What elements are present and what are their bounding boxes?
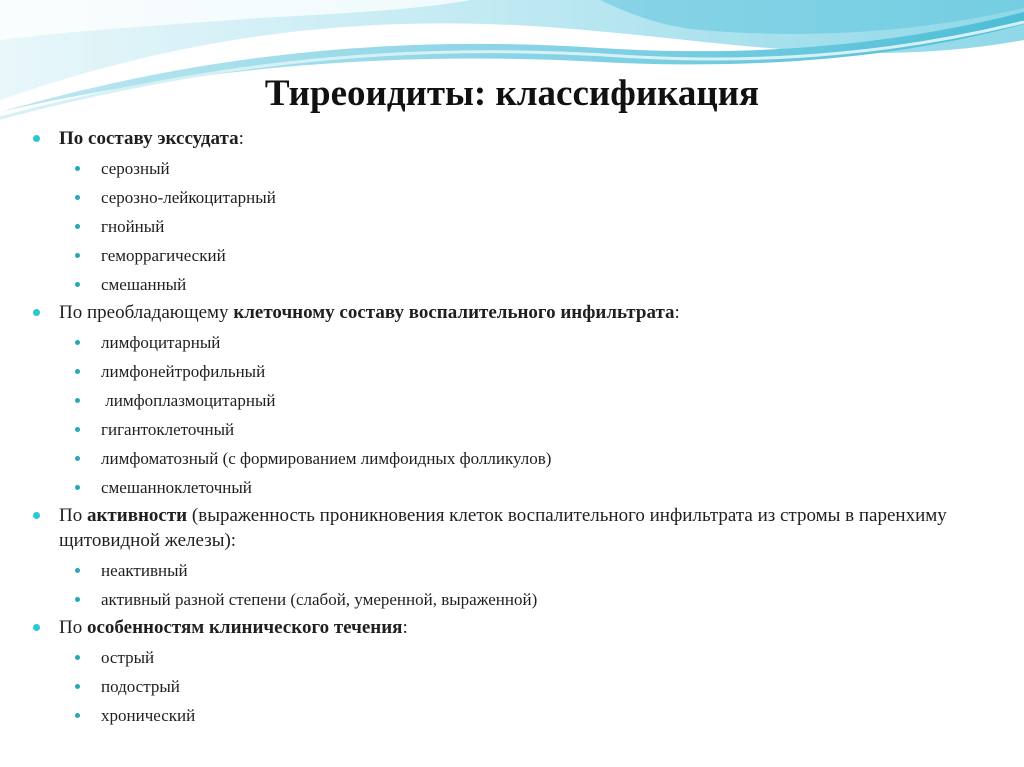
bullet-icon [75, 282, 80, 287]
list-item [75, 705, 993, 727]
list-item [75, 274, 993, 296]
section-heading-text [59, 126, 979, 151]
heading-emphasis: активности [86, 505, 188, 526]
classification-list [33, 122, 993, 727]
list-item [75, 419, 993, 441]
bullet-icon [75, 568, 80, 573]
list-item [75, 589, 993, 611]
heading-text: (выраженность проникновения клеток воспалительного инфильтрата из стромы в паренхиму щитовидной железы): [59, 505, 947, 551]
bullet-icon [75, 684, 80, 689]
list-item [75, 676, 993, 698]
bullet-icon [75, 398, 80, 403]
list-item [75, 477, 993, 499]
list-item [75, 448, 993, 470]
list-item [75, 158, 993, 180]
bullet-icon [75, 340, 80, 345]
bullet-icon [75, 713, 80, 718]
list-item-text: лимфоцитарный [101, 333, 221, 352]
heading-text: : [402, 617, 408, 638]
section-heading [33, 126, 993, 151]
list-item-text: лимфоплазмоцитарный [101, 391, 276, 410]
list-item [75, 187, 993, 209]
bullet-icon [75, 427, 80, 432]
bullet-icon [33, 135, 40, 142]
heading-text: : [674, 302, 680, 323]
list-item [75, 216, 993, 238]
list-item-text: лимфонейтрофильный [101, 362, 266, 381]
list-item-text: смешанный [101, 275, 187, 294]
list-item-text: неактивный [101, 561, 188, 580]
bullet-icon [33, 624, 40, 631]
bullet-icon [75, 485, 80, 490]
section-heading-text [59, 503, 979, 553]
bullet-icon [75, 597, 80, 602]
list-item-text: смешанноклеточный [101, 478, 252, 497]
list-item-text: подострый [101, 677, 180, 696]
list-item [75, 361, 993, 383]
list-item-text: серозный [101, 159, 170, 178]
bullet-icon [33, 309, 40, 316]
list-item-text: хронический [101, 706, 196, 725]
list-item [75, 390, 993, 412]
list-item-text: гнойный [101, 217, 165, 236]
heading-emphasis: клеточному составу воспалительного инфильтрата [233, 302, 675, 323]
list-item-text: серозно-лейкоцитарный [101, 188, 276, 207]
section-heading-text [59, 300, 979, 325]
bullet-icon [75, 166, 80, 171]
heading-text: По [59, 505, 87, 526]
section-heading [33, 615, 993, 640]
section-heading [33, 503, 993, 553]
bullet-icon [75, 369, 80, 374]
heading-emphasis: особенностям клинического течения [86, 617, 403, 638]
heading-text: По преобладающему [59, 302, 234, 323]
bullet-icon [75, 456, 80, 461]
list-item [75, 245, 993, 267]
list-item [75, 560, 993, 582]
bullet-icon [75, 195, 80, 200]
heading-text: : [238, 128, 244, 149]
list-item-text: гигантоклеточный [101, 420, 235, 439]
list-item [75, 332, 993, 354]
bullet-icon [75, 655, 80, 660]
bullet-icon [33, 512, 40, 519]
section-heading [33, 300, 993, 325]
list-item-text: острый [101, 648, 155, 667]
bullet-icon [75, 224, 80, 229]
section-heading-text [59, 615, 979, 640]
heading-text: По [59, 617, 87, 638]
list-item-text: лимфоматозный (с формированием лимфоидных фолликулов) [101, 449, 552, 468]
bullet-icon [75, 253, 80, 258]
slide-title: Тиреоидиты: классификация [264, 73, 760, 114]
list-item-text: активный разной степени (слабой, умеренной, выраженной) [101, 590, 538, 609]
heading-emphasis: По составу экссудата [59, 128, 239, 149]
list-item [75, 647, 993, 669]
list-item-text: геморрагический [101, 246, 226, 265]
